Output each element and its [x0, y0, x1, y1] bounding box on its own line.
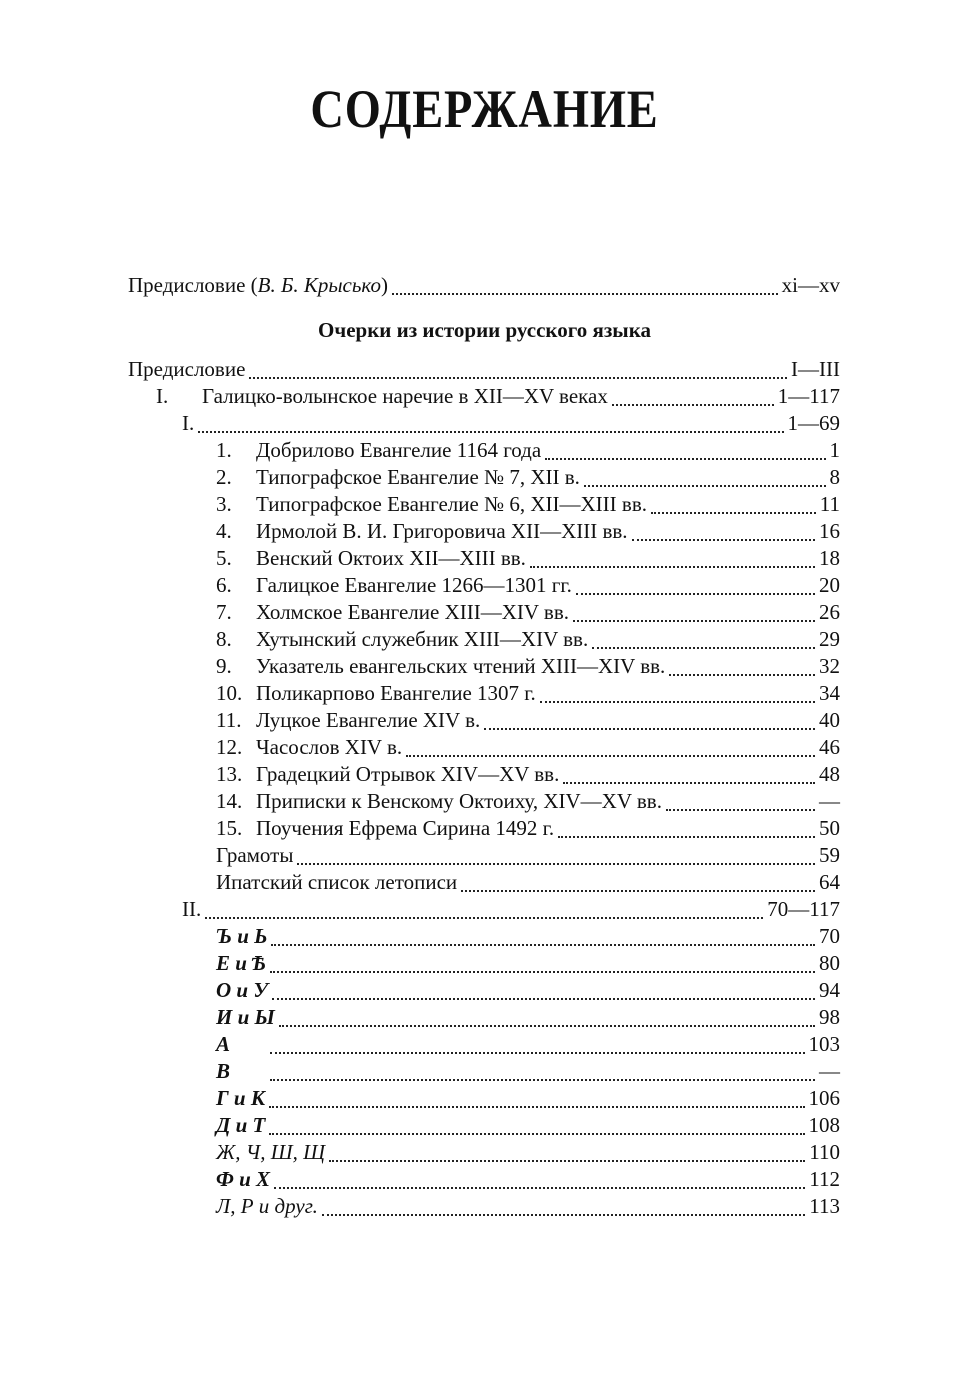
toc-entry-number: 3. — [216, 492, 232, 516]
toc-entry-label: Ъ и Ь — [216, 924, 268, 948]
toc-entry-pages: 112 — [809, 1167, 840, 1191]
leader-dots — [540, 695, 815, 703]
toc-entry-number: 11. — [216, 708, 242, 732]
toc-entry-pages: 113 — [809, 1194, 840, 1218]
leader-dots — [269, 1100, 804, 1108]
leader-dots — [545, 452, 825, 460]
leader-dots — [584, 479, 826, 487]
leader-dots — [274, 1181, 805, 1189]
toc-entry-label: Предисловие (В. Б. Крысько) — [128, 273, 388, 297]
leader-dots — [461, 884, 815, 892]
toc-entry[interactable] — [216, 653, 840, 680]
toc-entry-pages: 59 — [819, 843, 840, 867]
toc-entry-pages: 103 — [808, 1032, 840, 1056]
toc-entry[interactable] — [216, 1085, 840, 1112]
toc-entry-label: Грамоты — [216, 843, 294, 867]
toc-entry[interactable] — [216, 977, 840, 1004]
page-title: СОДЕРЖАНИЕ — [310, 79, 659, 139]
toc-entry[interactable] — [128, 356, 840, 383]
toc-entry-number: I. — [182, 411, 195, 435]
toc-entry-number: 4. — [216, 519, 232, 543]
toc-entry[interactable] — [216, 572, 840, 599]
toc-entry[interactable] — [216, 1058, 840, 1085]
toc-entry-pages: I—III — [791, 357, 840, 381]
toc-entry-number: 5. — [216, 546, 232, 570]
toc-entry-label: Л, Р и друг. — [216, 1194, 318, 1218]
toc-entry-label: Ф и Х — [216, 1167, 271, 1191]
toc-entry-pages: 11 — [819, 492, 840, 516]
toc-entry[interactable] — [182, 410, 840, 437]
toc-entry-label: Галицко-волынское наречие в XII—XV веках — [202, 384, 608, 408]
toc-entry-label: Холмское Евангелие XIII—XIV вв. — [256, 600, 570, 624]
toc-entry[interactable] — [216, 1004, 840, 1031]
toc-entry-label: Указатель евангельских чтений XIII—XIV вв. — [256, 654, 666, 678]
toc-entry[interactable] — [216, 788, 840, 815]
toc-entry-label: Е и Ѣ — [216, 951, 266, 975]
toc-entry-number: 8. — [216, 627, 232, 651]
leader-dots — [297, 857, 815, 865]
toc-entry-number: 1. — [216, 438, 232, 462]
toc-entry-label: Хутынский служебник XIII—XIV вв. — [256, 627, 589, 651]
toc-entry[interactable] — [216, 923, 840, 950]
toc-entry-label: Предисловие — [128, 357, 246, 381]
toc-entry-pages: 98 — [819, 1005, 840, 1029]
leader-dots — [530, 560, 815, 568]
toc-entry-label: Д и Т — [216, 1113, 266, 1137]
toc-entry-pages: 94 — [819, 978, 840, 1002]
leader-dots — [669, 668, 815, 676]
toc-entry-number: II. — [182, 897, 202, 921]
toc-entry-label: Галицкое Евангелие 1266—1301 гг. — [256, 573, 572, 597]
toc-entry[interactable] — [216, 1031, 840, 1058]
leader-dots — [272, 992, 815, 1000]
toc-entry-pages: 40 — [819, 708, 840, 732]
toc-entry-number: 7. — [216, 600, 232, 624]
leader-dots — [279, 1019, 815, 1027]
toc-entry-pages: 20 — [819, 573, 840, 597]
leader-dots — [563, 776, 815, 784]
toc-entry[interactable] — [216, 869, 840, 896]
leader-dots — [573, 614, 815, 622]
toc-entry[interactable] — [216, 1166, 840, 1193]
preface-author: В. Б. Крысько — [257, 273, 381, 297]
toc-entry-pages: xi—xv — [781, 273, 840, 297]
toc-entry-pages: 26 — [819, 600, 840, 624]
leader-dots — [270, 1046, 805, 1054]
toc-entry-label: Венский Октоих XII—XIII вв. — [256, 546, 526, 570]
toc-entry[interactable] — [216, 626, 840, 653]
leader-dots — [592, 641, 815, 649]
toc-entry-pages: 34 — [819, 681, 840, 705]
leader-dots — [271, 938, 815, 946]
leader-dots — [322, 1208, 805, 1216]
toc-entry-number: 13. — [216, 762, 243, 786]
leader-dots — [392, 287, 778, 295]
toc-entry[interactable] — [216, 842, 840, 869]
toc-entry-pages: 16 — [819, 519, 840, 543]
toc-entry-pages: — — [819, 789, 840, 813]
toc-entry-label: Г и К — [216, 1086, 266, 1110]
toc-entry[interactable] — [216, 950, 840, 977]
toc-entry-pages: 1—117 — [777, 384, 840, 408]
toc-entry-label: Ж, Ч, Ш, Щ — [216, 1140, 326, 1164]
toc-entry-pages: 48 — [819, 762, 840, 786]
toc-entry[interactable] — [216, 734, 840, 761]
toc-entry-pages: 110 — [809, 1140, 840, 1164]
toc-entry[interactable] — [216, 599, 840, 626]
toc-entry-label: Типографское Евангелие № 6, XII—XIII вв. — [256, 492, 647, 516]
toc-entry[interactable] — [216, 761, 840, 788]
toc-entry-label: Луцкое Евангелие XIV в. — [256, 708, 481, 732]
toc-entry-label: Ирмолой В. И. Григоровича XII—XIII вв. — [256, 519, 628, 543]
toc-entry-pages: 70—117 — [767, 897, 840, 921]
toc-entry-pages: 46 — [819, 735, 840, 759]
leader-dots — [406, 749, 815, 757]
toc-entry-pages: 1—69 — [787, 411, 840, 435]
toc-entry[interactable] — [156, 383, 840, 410]
toc-entry-pages: 1 — [829, 438, 840, 462]
toc-entry[interactable] — [216, 518, 840, 545]
toc-entry[interactable] — [182, 896, 840, 923]
toc-entry[interactable] — [216, 491, 840, 518]
toc-entry-number: 14. — [216, 789, 243, 813]
toc-entry-label: Добрилово Евангелие 1164 года — [256, 438, 542, 462]
toc-entry-label: Часослов XIV в. — [256, 735, 403, 759]
toc-entry-number: 6. — [216, 573, 232, 597]
leader-dots — [269, 1127, 804, 1135]
toc-entry[interactable] — [216, 680, 840, 707]
leader-dots — [205, 911, 763, 919]
toc-entry-pages: 8 — [829, 465, 840, 489]
toc-entry-number: 15. — [216, 816, 243, 840]
toc-entry[interactable] — [216, 1193, 840, 1220]
toc-entry-label: Поучения Ефрема Сирина 1492 г. — [256, 816, 555, 840]
leader-dots — [270, 1073, 815, 1081]
toc-entry-pages: 32 — [819, 654, 840, 678]
toc-entry-pages: 18 — [819, 546, 840, 570]
toc-entry-pages: 80 — [819, 951, 840, 975]
toc-entry-number: 9. — [216, 654, 232, 678]
section-title: Очерки из истории русского языка — [318, 318, 651, 342]
toc-entry-label: Приписки к Венскому Октоиху, XIV—XV вв. — [256, 789, 662, 813]
leader-dots — [666, 803, 815, 811]
leader-dots — [270, 965, 816, 973]
toc-entry[interactable] — [216, 437, 840, 464]
leader-dots — [558, 830, 815, 838]
toc-entry-pages: 29 — [819, 627, 840, 651]
toc-entry-label: Градецкий Отрывок XIV—XV вв. — [256, 762, 560, 786]
toc-entry-number: I. — [156, 384, 169, 408]
leader-dots — [632, 533, 815, 541]
toc-entry-pages: 108 — [808, 1113, 840, 1137]
leader-dots — [651, 506, 816, 514]
toc-entry-label: О и У — [216, 978, 268, 1002]
toc-entry-label: Ипатский список летописи — [216, 870, 458, 894]
toc-entry-label: А — [216, 1032, 231, 1056]
toc-entry[interactable] — [216, 1112, 840, 1139]
leader-dots — [198, 425, 783, 433]
toc-entry-label: Поликарпово Евангелие 1307 г. — [256, 681, 536, 705]
toc-entry-number: 2. — [216, 465, 232, 489]
toc-entry[interactable] — [216, 1139, 840, 1166]
leader-dots — [329, 1154, 805, 1162]
leader-dots — [576, 587, 815, 595]
toc-entry-pages: 64 — [819, 870, 840, 894]
toc-entry-label: И и Ы — [216, 1005, 275, 1029]
toc-entry[interactable] — [216, 464, 840, 491]
toc-entry-number: 10. — [216, 681, 243, 705]
toc-entry-pages: 50 — [819, 816, 840, 840]
toc-entry[interactable] — [216, 815, 840, 842]
toc-entry[interactable] — [216, 707, 840, 734]
toc-entry-number: 12. — [216, 735, 243, 759]
leader-dots — [484, 722, 815, 730]
toc-entry-pages: 106 — [808, 1086, 840, 1110]
toc-entry[interactable] — [216, 545, 840, 572]
toc-entry-label: Типографское Евангелие № 7, XII в. — [256, 465, 580, 489]
toc-entry-label: В — [216, 1059, 231, 1083]
toc-entry-preface-krysko[interactable] — [128, 272, 840, 299]
toc-entry-pages: 70 — [819, 924, 840, 948]
toc-entry-pages: — — [819, 1059, 840, 1083]
leader-dots — [612, 398, 774, 406]
leader-dots — [249, 371, 787, 379]
